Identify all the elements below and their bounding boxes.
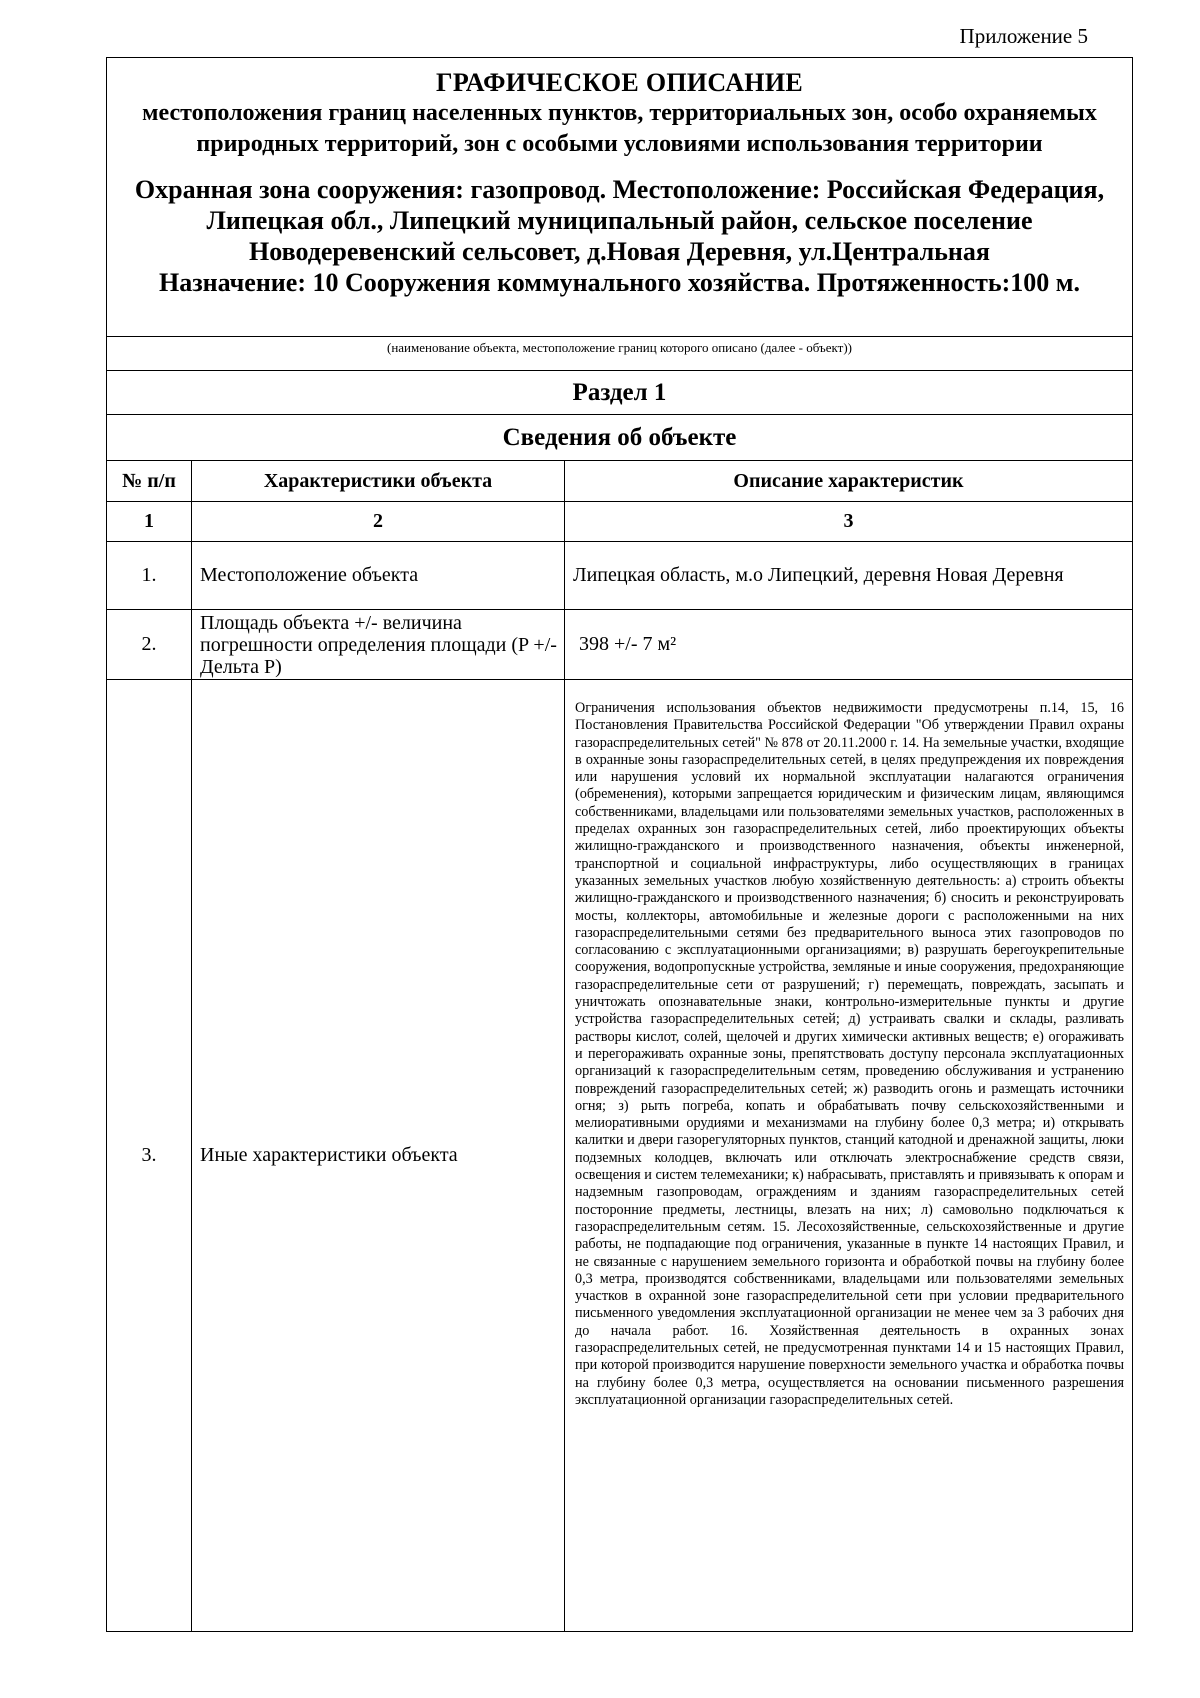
column-number-2: 2 [192,502,565,541]
row-description: 398 +/- 7 м² [579,633,677,655]
row-description: Ограничения использования объектов недвижимости предусмотрены п.14, 15, 16 Постановления Правительства Российской Федерации "Об утверждении Правил охраны газораспределительных сетей" № 878 от 20.11.2000 г. 14. На земельные участки, входящие в охранные зоны газораспределительных сетей, в целях предупреждения их повреждения или нарушения условий их нормальной эксплуатации налагаются ограничения (обременения), которыми запрещается юридическим и физическим лицам, являющимся собственниками, владельцами или пользователями земельных участков, расположенных в пределах охранных зон газораспределительных сетей, либо проектирующих объекты жилищно-гражданского и производственного назначения, объекты инженерной, транспортной и социальной инфраструктуры, либо осуществляющих в границах указанных земельных участков любую хозяйственную деятельность: а) строить объекты жилищно-гражданского и производственного назначения; б) сносить и реконструировать мосты, коллекторы, автомобильные и железные дороги с расположенными на них газораспределительными сетями без предварительного выноса этих газопроводов по согласованию с эксплуатационными организациями; в) разрушать берегоукрепительные сооружения, водопропускные устройства, земляные и иные сооружения, предохраняющие газораспределительные сети от разрушений; г) перемещать, повреждать, засыпать и уничтожать опознавательные знаки, контрольно-измерительные пункты и другие устройства газораспределительных сетей; д) устраивать свалки и склады, разливать растворы кислот, солей, щелочей и других химически активных веществ; е) огораживать и перегораживать охранные зоны, препятствовать доступу персонала эксплуатационных организаций к газораспределительным сетям, проведению обслуживания и устранению повреждений газораспределительных сетей; ж) разводить огонь и размещать источники огня; з) рыть погреба, копать и обрабатывать почву сельскохозяйственными и мелиоративными орудиями и механизмами на глубину более 0,3 метра; и) открывать калитки и двери газорегуляторных пунктов, станций катодной и дренажной защиты, люки подземных колодцев, включать или отключать электроснабжение средств связи, освещения и систем телемеханики; к) набрасывать, приставлять и привязывать к опорам и надземным газопроводам, ограждениям и зданиям газораспределительных сетей посторонние предметы, лестницы, влезать на них; л) самовольно подключаться к газораспределительным сетям. 15. Лесохозяйственные, сельскохозяйственные и другие работы, не подпадающие под ограничения, указанные в пункте 14 настоящих Правил, и не связанные с нарушением земельного горизонта и обработкой почвы на глубину более 0,3 метра, производятся собственниками, владельцами или пользователями земельных участков в охранной зоне газораспределительной сети при условии предварительного письменного уведомления эксплуатационной организации не менее чем за 3 рабочих дня до начала работ. 16. Хозяйственная деятельность в охранных зонах газораспределительных сетей, не предусмотренная пунктами 14 и 15 настоящих Правил, при которой производится нарушение поверхности земельного участка и обработка почвы на глубину более 0,3 метра, осуществляется на основании письменного разрешения эксплуатационной организации газораспределительных сетей. [575,700,1124,1408]
row-number: 2. [107,610,192,679]
column-number-1: 1 [107,502,192,541]
header-col-characteristic: Характеристики объекта [192,461,565,501]
object-name [107,174,1132,298]
row-description-cell [565,680,1132,1631]
row-characteristic: Местоположение объекта [192,542,565,609]
column-number-3: 3 [843,510,854,532]
document-header [107,58,1132,338]
object-name-line1: Охранная зона сооружения: газопровод. Местоположение: Российская Федерация, Липецкая обл., Липецкий муниципальный район, сельское поселение Новодеревенский сельсовет, д.Новая Деревня, ул.Центральная [134,175,1105,266]
row-number: 1. [107,542,192,609]
caption-divider [107,336,1132,337]
appendix-label: Приложение 5 [959,24,1088,48]
table-header-row [107,460,1132,501]
row-characteristic: Иные характеристики объекта [192,680,565,1631]
table-column-numbers-row [107,501,1132,541]
table-row [107,679,1132,1631]
document-frame [106,57,1133,1632]
row-description: Липецкая область, м.о Липецкий, деревня Новая Деревня [573,564,1064,586]
section-title: Раздел 1 [107,370,1132,414]
header-col-num: № п/п [107,461,192,501]
header-col-description: Описание характеристик [733,469,964,492]
row-characteristic: Площадь объекта +/- величина погрешности определения площади (P +/- Дельта P) [192,610,565,679]
info-title: Сведения об объекте [107,414,1132,460]
object-caption: (наименование объекта, местоположение границ которого описано (далее - объект)) [387,340,852,355]
object-name-line2: Назначение: 10 Сооружения коммунального хозяйства. Протяженность:100 м. [159,268,1080,297]
table-row [107,609,1132,679]
table-row [107,541,1132,609]
row-number: 3. [107,680,192,1631]
document-subtitle: местоположения границ населенных пунктов, территориальных зон, особо охраняемых природных территорий, зон с особыми условиями использования территории [142,100,1097,157]
document-title: ГРАФИЧЕСКОЕ ОПИСАНИЕ [436,68,803,97]
